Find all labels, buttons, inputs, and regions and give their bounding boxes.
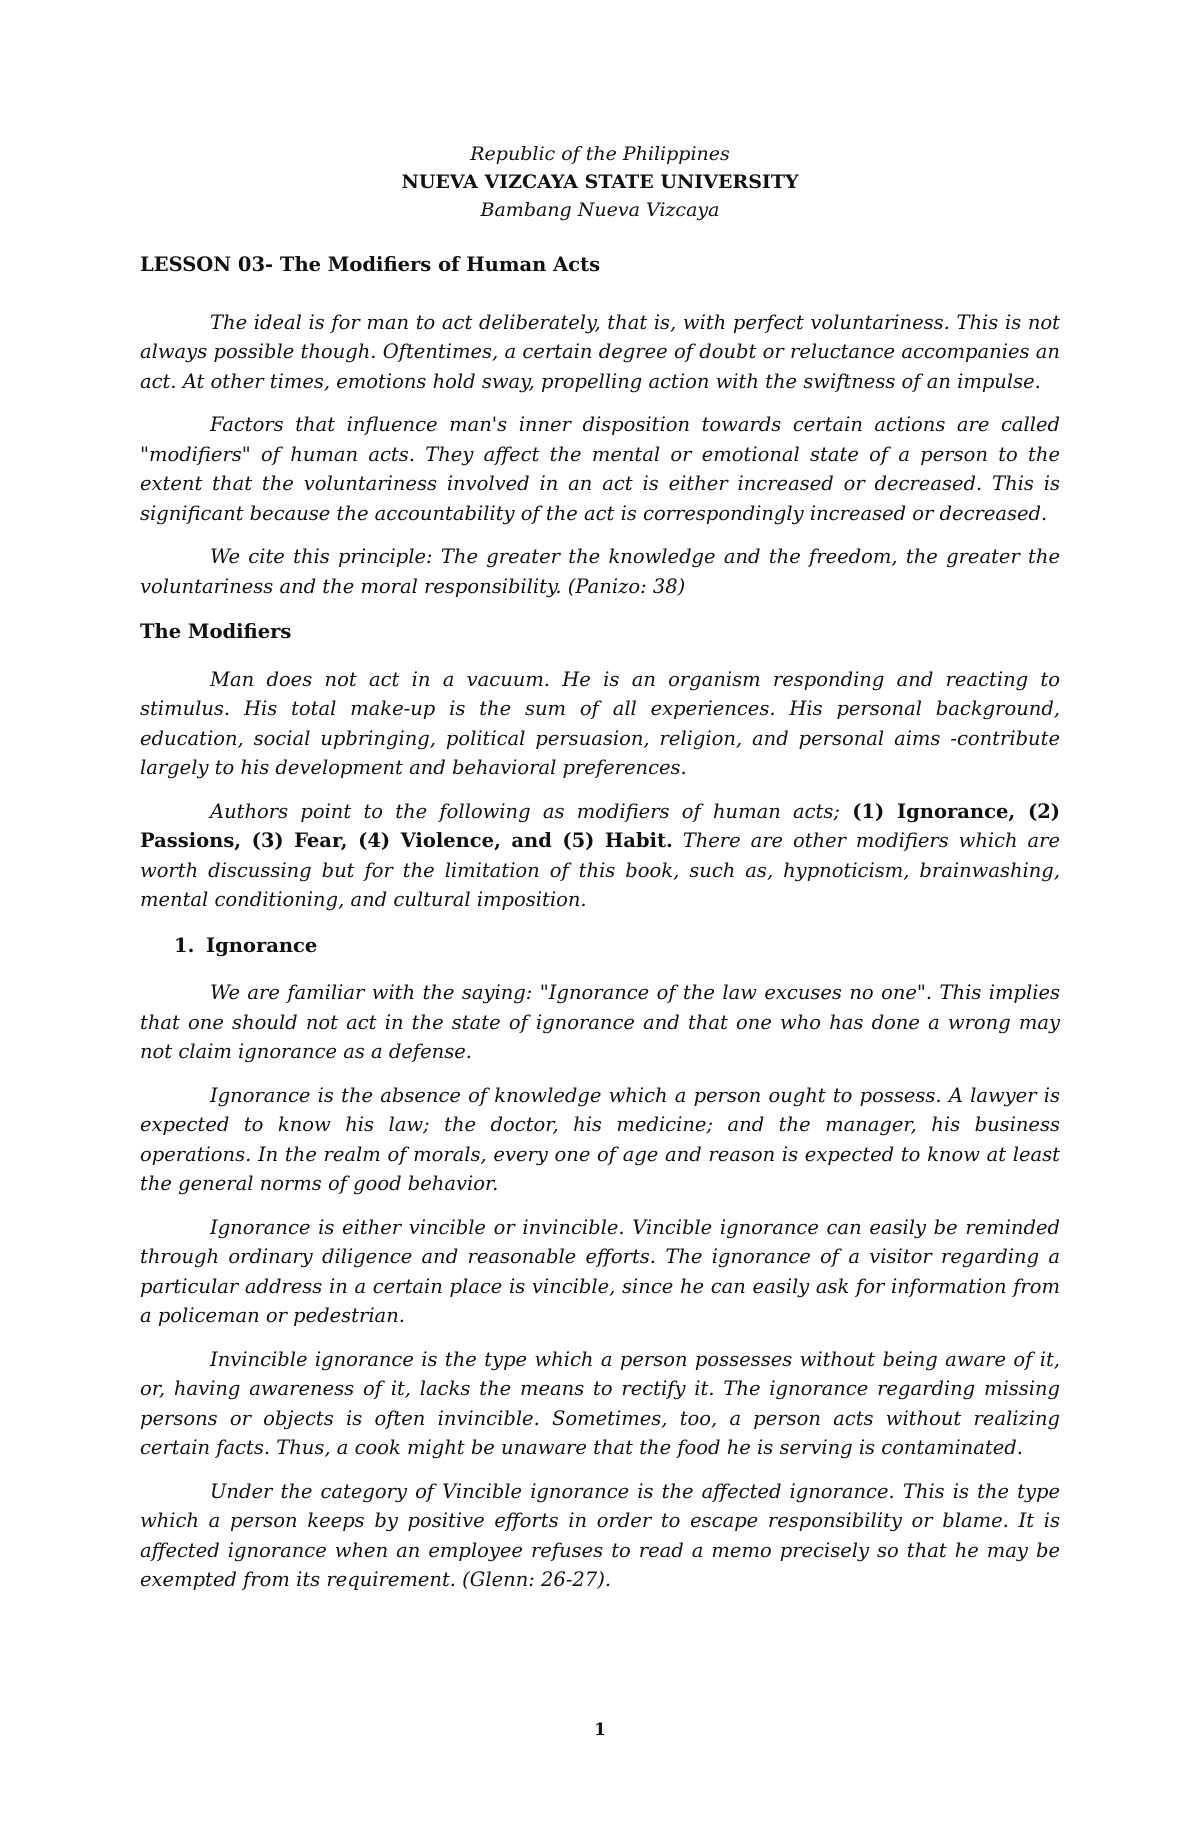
ignorance-paragraph-1: We are familiar with the saying: "Ignorance of the law excuses no one". This implies that one should not act in the state of ignorance and that one who has done a wrong may not claim ignorance as a defense. [140, 981, 1060, 1063]
ignorance-heading [174, 931, 1060, 961]
ignorance-heading-text: Ignorance [206, 933, 318, 957]
university-name: NUEVA VIZCAYA STATE UNIVERSITY [401, 171, 799, 193]
intro-paragraph-3: We cite this principle: The greater the knowledge and the freedom, the greater the voluntariness and the moral responsibility. (Panizo: 38) [140, 545, 1060, 598]
modifiers-list: (1) Ignorance, (2) Passions, (3) Fear, (4) Violence, and (5) Habit. [140, 799, 1061, 852]
ignorance-number: 1. [174, 933, 195, 957]
modifiers-intro-text: Authors point to the following as modifiers of human acts; [210, 799, 853, 823]
page-number: 1 [594, 1720, 606, 1740]
modifiers-other-text: There are other modifiers which are worth discussing but for the limitation of this book, such as, hypnoticism, brainwashing, mental conditioning, and cultural imposition. [140, 829, 1061, 911]
modifiers-paragraph-2 [140, 797, 1060, 915]
modifiers-paragraph-1: Man does not act in a vacuum. He is an organism responding and reacting to stimulus. His total make-up is the sum of all experiences. His personal background, education, social upbringing, political persuasion, religion, and personal aims -contribute largely to his development and behavioral preferences. [140, 667, 1060, 779]
ignorance-paragraph-2: Ignorance is the absence of knowledge which a person ought to possess. A lawyer is expected to know his law; the doctor, his medicine; and the manager, his business operations. In the realm of morals, every one of age and reason is expected to know at least the general norms of good behavior. [140, 1083, 1060, 1195]
intro-paragraph-1: The ideal is for man to act deliberately, that is, with perfect voluntariness. This is not always possible though. Oftentimes, a certain degree of doubt or reluctance accompanies an act. At other times, emotions hold sway, propelling action with the swiftness of an impulse. [140, 310, 1060, 393]
ignorance-paragraph-3: Ignorance is either vincible or invincible. Vincible ignorance can easily be reminded through ordinary diligence and reasonable efforts. The ignorance of a visitor regarding a particular address in a certain place is vincible, since he can easily ask for information from a policeman or pedestrian. [140, 1215, 1060, 1327]
document-body [140, 250, 1060, 1609]
lesson-title: LESSON 03- The Modifiers of Human Acts [140, 253, 601, 276]
university-location: Bambang Nueva Vizcaya [480, 199, 720, 221]
document-header [140, 140, 1060, 224]
intro-paragraph-2: Factors that influence man's inner disposition towards certain actions are called "modifiers" of human acts. They affect the mental or emotional state of a person to the extent that the voluntariness involved in an act is either increased or decreased. This is significant because the accountability of the act is correspondingly increased or decreased. [140, 413, 1060, 525]
ignorance-paragraph-4: Invincible ignorance is the type which a person possesses without being aware of it, or, having awareness of it, lacks the means to rectify it. The ignorance regarding missing persons or objects is often invincible. Sometimes, too, a person acts without realizing certain facts. Thus, a cook might be unaware that the food he is serving is contaminated. [140, 1347, 1060, 1459]
modifiers-heading: The Modifiers [140, 620, 292, 643]
republic-line: Republic of the Philippines [470, 143, 730, 165]
ignorance-paragraph-5: Under the category of Vincible ignorance is the affected ignorance. This is the type which a person keeps by positive efforts in order to escape responsibility or blame. It is affected ignorance when an employee refuses to read a memo precisely so that he may be exempted from its requirement. (Glenn: 26-27). [140, 1479, 1060, 1591]
